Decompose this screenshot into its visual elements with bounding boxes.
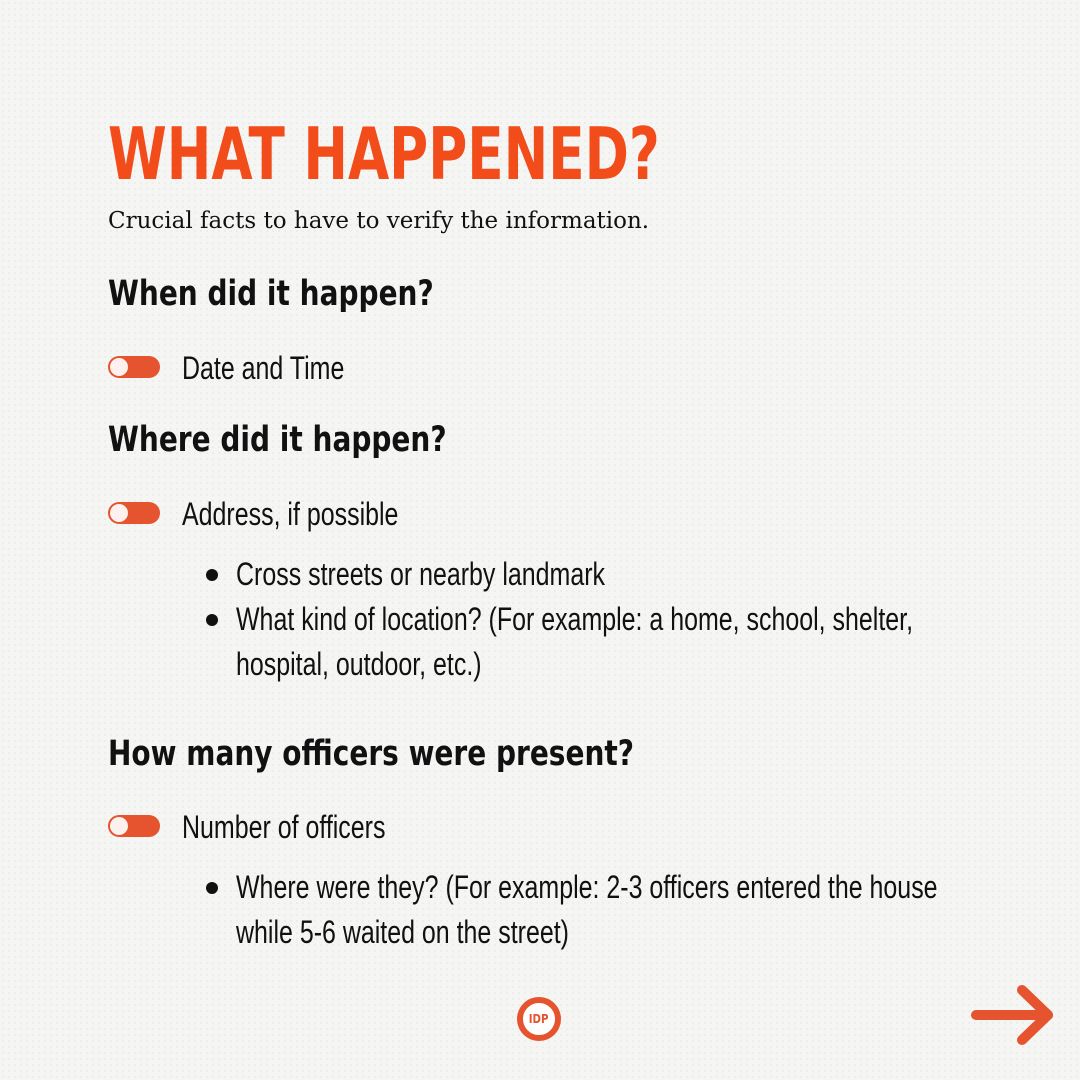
item-row-number-of-officers [108,807,808,847]
bullet-icon [206,882,218,894]
section-heading-where: Where did it happen? [108,420,447,460]
toggle-icon [108,502,160,524]
page-subtitle: Crucial facts to have to verify the information. [108,208,650,234]
page-title: WHAT HAPPENED? [108,112,660,196]
bullet-list-officers [205,865,1005,955]
item-label: Address, if possible [182,496,399,532]
item-label: Number of officers [182,809,386,845]
section-heading-when: When did it happen? [108,274,434,314]
arrow-right-icon[interactable] [970,984,1056,1046]
list-item: Cross streets or nearby landmark [205,552,1005,597]
bullet-icon [206,614,218,626]
logo-text: IDP [529,1012,549,1026]
bullet-list-where [205,552,1005,687]
bullet-icon [206,569,218,581]
item-row-address [108,494,808,534]
list-item: What kind of location? (For example: a home, school, shelter, hospital, outdoor, etc.) [205,597,1005,687]
idp-logo [517,997,561,1041]
item-row-date-time [108,348,808,388]
item-label: Date and Time [182,350,345,386]
section-heading-officers: How many officers were present? [108,734,635,774]
list-item: Where were they? (For example: 2-3 officers entered the house while 5-6 waited on the street) [205,865,1005,955]
toggle-icon [108,356,160,378]
toggle-icon [108,815,160,837]
